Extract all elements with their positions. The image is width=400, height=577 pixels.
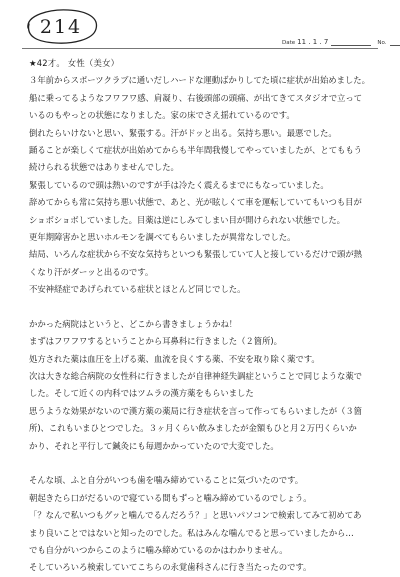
date-label: Date — [282, 40, 296, 46]
text-line: 倒れたらいけないと思い、緊張する。汗がドッと出る。気持ち悪い。最悪でした。 — [29, 127, 337, 138]
blank-line — [29, 298, 381, 315]
text-line: 思うような効果がないので漢方薬の薬局に行き症状を言って作ってもらいましたが（３箇 — [29, 405, 362, 416]
text-line: でも自分がいつからこのように噛み締めているのかはわかりません。 — [29, 544, 288, 555]
date-underline — [331, 45, 371, 46]
text-line: かかった病院はというと、どこから書きましょうかね！ — [29, 318, 238, 329]
text-line: 処方された薬は血圧を上げる薬、血流を良くする薬、不安を取り除く薬です。 — [29, 353, 320, 364]
text-line: まり良いことではないと知ったのでした。私はみんな噛んでると思っていましたから… — [29, 527, 354, 538]
text-line: 「？なんで私いつもグッと噛んでるんだろう？」と思いパソコンで検索してみて初めてあ — [29, 510, 362, 521]
page-number-text: 214 — [39, 16, 83, 38]
text-line: そんな頃、ふと自分がいつも歯を噛み締めていることに気づいたのです。 — [29, 475, 304, 486]
circled-page-number — [20, 6, 102, 46]
text-line: 踊ることが楽しくて症状が出始めてからも半年間我慢してやっていましたが、とてももう — [29, 144, 362, 155]
text-line: いるのもやっとの状態になりました。家の床でさえ揺れているのです。 — [29, 110, 295, 121]
text-line: まずはフワフワするということから耳鼻科に行きました（２箇所)。 — [29, 336, 282, 347]
text-line: そしていろいろ検索していてこちらの永覚歯科さんに行き当たったのです。 — [29, 562, 312, 573]
header-divider — [22, 48, 378, 49]
text-line: かり、それと平行して鍼灸にも毎週かかっていたので大変でした。 — [29, 440, 279, 451]
text-line: ３年前からスポーツクラブに通いだしハードな運動ばかりしてた頃に症状が出始めました。 — [29, 75, 370, 86]
text-line: 次は大きな総合病院の女性科に行きましたが自律神経失調症ということで同じような薬で — [29, 371, 362, 382]
text-line: 更年期障害かと思いホルモンを調べてもらいましたが異常なしでした。 — [29, 231, 296, 242]
text-line: 続けられる状態ではありませんでした。 — [29, 162, 179, 173]
text-line: 所)、これもいまひとつでした。３ヶ月くらい飲みましたが金額もひと月２万円くらいか — [29, 423, 357, 434]
text-line: 結局、いろんな症状から不安な気持ちといつも緊張していて人と接しているだけで頭が熱 — [29, 249, 362, 260]
text-line: ★42才。 女性（美女） — [29, 58, 120, 68]
handwritten-letter-body — [29, 55, 381, 577]
text-line: くなり汗がダーッと出るのです。 — [29, 266, 154, 277]
text-line: 辞めてからも常に気持ち悪い状態で、あと、光が眩しくて車を運転していてもいつも目が — [29, 197, 362, 208]
text-line: ショボショボしていました。目薬は逆にしみてしまい目が開けられない状態でした。 — [29, 214, 346, 225]
number-underline — [390, 45, 400, 46]
header-meta — [282, 38, 400, 46]
text-line: 船に乗ってるようなフワフワ感、肩凝り、右後頭部の頭痛、が出てきてスタジオで立って — [29, 92, 362, 103]
text-line: 朝起きたら口がだるいので寝ている間もずっと噛み締めているのでしょう。 — [29, 492, 312, 503]
number-label: No. — [377, 40, 387, 46]
text-line: した。そして近くの内科ではツムラの漢方薬をもらいました — [29, 388, 254, 399]
date-value: 11 . 1 . 7 — [297, 38, 329, 46]
blank-line — [29, 455, 381, 472]
text-line: 不安神経症であげられている症状とほとんど同じでした。 — [29, 284, 246, 295]
text-line: 緊張しているので頭は熱いのですが手は冷たく震えるまでにもなっていました。 — [29, 179, 329, 190]
